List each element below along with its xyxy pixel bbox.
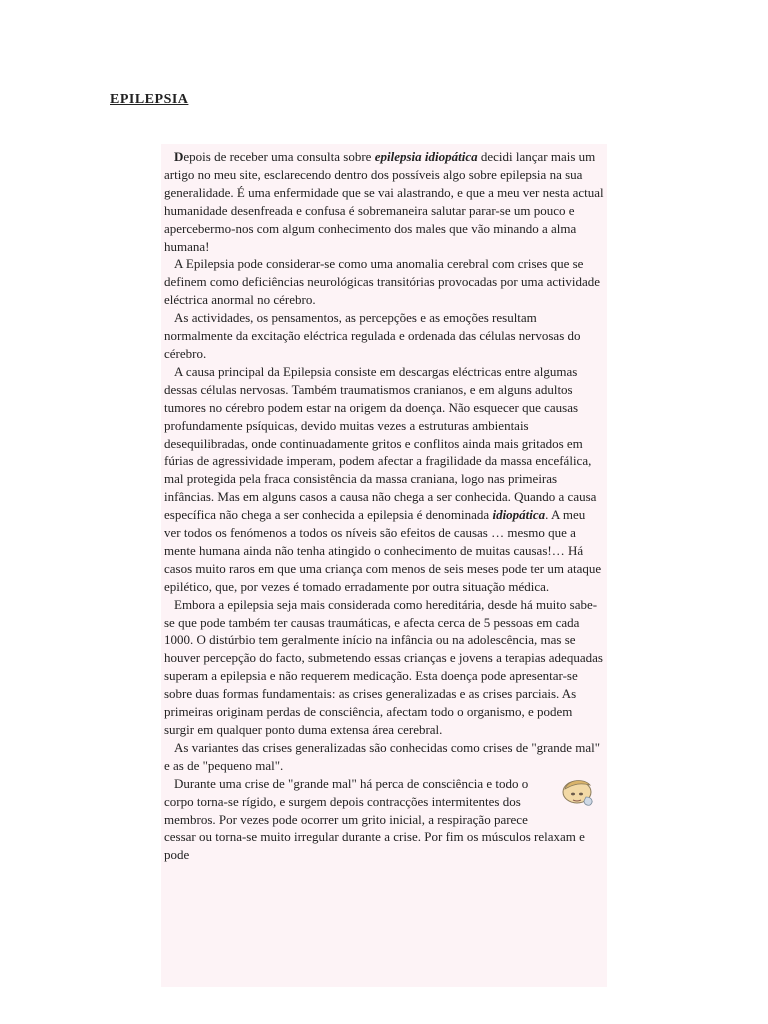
paragraph-grande-mal bbox=[164, 775, 604, 865]
causes-text-after: . A meu ver todos os fenómenos a todos os níveis são efeitos de causas … mesmo que a mente humana ainda não tenha atingido o conhecimento de muitas causas!… Há casos muito raros em que uma criança com menos de seis meses pode ter um ataque epilético, que, por vezes é tomado erradamente por outra situação médica. bbox=[164, 507, 602, 594]
article-body bbox=[161, 144, 607, 987]
causes-emphasis: idiopática bbox=[492, 507, 546, 523]
intro-emphasis: epilepsia idiopática bbox=[374, 149, 478, 164]
paragraph-heredity: Embora a epilepsia seja mais considerada como hereditária, desde há muito sabe-se que pode também ter causas traumáticas, e afecta cerca de 5 pessoas em cada 1000. O distúrbio tem geralmente início na infância ou na adolescência, mas se houver percepção do facto, submetendo essas crianças e jovens a terapias adequadas superam a epilepsia e não requerem medicação. Esta doença pode apresentar-se sobre duas formas fundamentais: as crises generalizadas e as crises parciais. As primeiras originam perdas de consciência, afectam todo o organismo, e podem surgir em qualquer ponto duma extensa área cerebral. bbox=[164, 596, 603, 737]
intro-text-before: epois de receber uma consulta sobre bbox=[183, 149, 375, 164]
page-title: EPILEPSIA bbox=[110, 92, 189, 107]
drop-initial: D bbox=[174, 149, 184, 164]
paragraph-activities: As actividades, os pensamentos, as percepções e as emoções resultam normalmente da excitação eléctrica regulada e ordenada das células nervosas do cérebro. bbox=[164, 310, 581, 361]
intro-paragraph bbox=[164, 148, 604, 255]
causes-text-before: A causa principal da Epilepsia consiste em descargas eléctricas entre algumas dessas células nervosas. Também traumatismos cranianos, e em alguns adultos tumores no cérebro podem estar na origem da doença. Não esquecer que causas profundamente psíquicas, devido muitas vezes a estruturas ambientais desequilibradas, onde continuadamente gritos e conflitos ainda mais gritados em fúrias de agressividade imperam, podem afectar a fragilidade da massa encefálica, mal protegida pela fraca consistência da massa craniana, logo nas primeiras infâncias. Mas em alguns casos a causa não chega a ser conhecida. Quando a causa específica não chega a ser conhecida a epilepsia é denominada bbox=[164, 363, 597, 523]
paragraph-definition: A Epilepsia pode considerar-se como uma anomalia cerebral com crises que se definem como deficiências neurológicas transitórias provocadas por uma actividade eléctrica anormal no cérebro. bbox=[164, 256, 601, 308]
paragraph-causes bbox=[164, 363, 604, 596]
head-illustration-icon bbox=[560, 775, 598, 811]
paragraph-variants: As variantes das crises generalizadas são conhecidas como crises de "grande mal" e as de "pequeno mal". bbox=[164, 739, 601, 773]
intro-text-after: decidi lançar mais um artigo no meu site, esclarecendo dentro dos possíveis algo sobre epilepsia na sua generalidade. É uma enfermidade que se vai alastrando, e que a meu ver nesta actual humanidade desenfreada e confusa é sobremaneira salutar parar-se um pouco e apercebermo-nos com algum conhecimento dos males que vão minando a alma humana! bbox=[164, 149, 604, 254]
grande-mal-text: Durante uma crise de "grande mal" há perca de consciência e todo o corpo torna-se rígido, e surgem depois contracções intermitentes dos membros. Por vezes pode ocorrer um grito inicial, a respiração parece cessar ou torna-se muito irregular durante a crise. Por fim os músculos relaxam e pode bbox=[164, 775, 585, 863]
